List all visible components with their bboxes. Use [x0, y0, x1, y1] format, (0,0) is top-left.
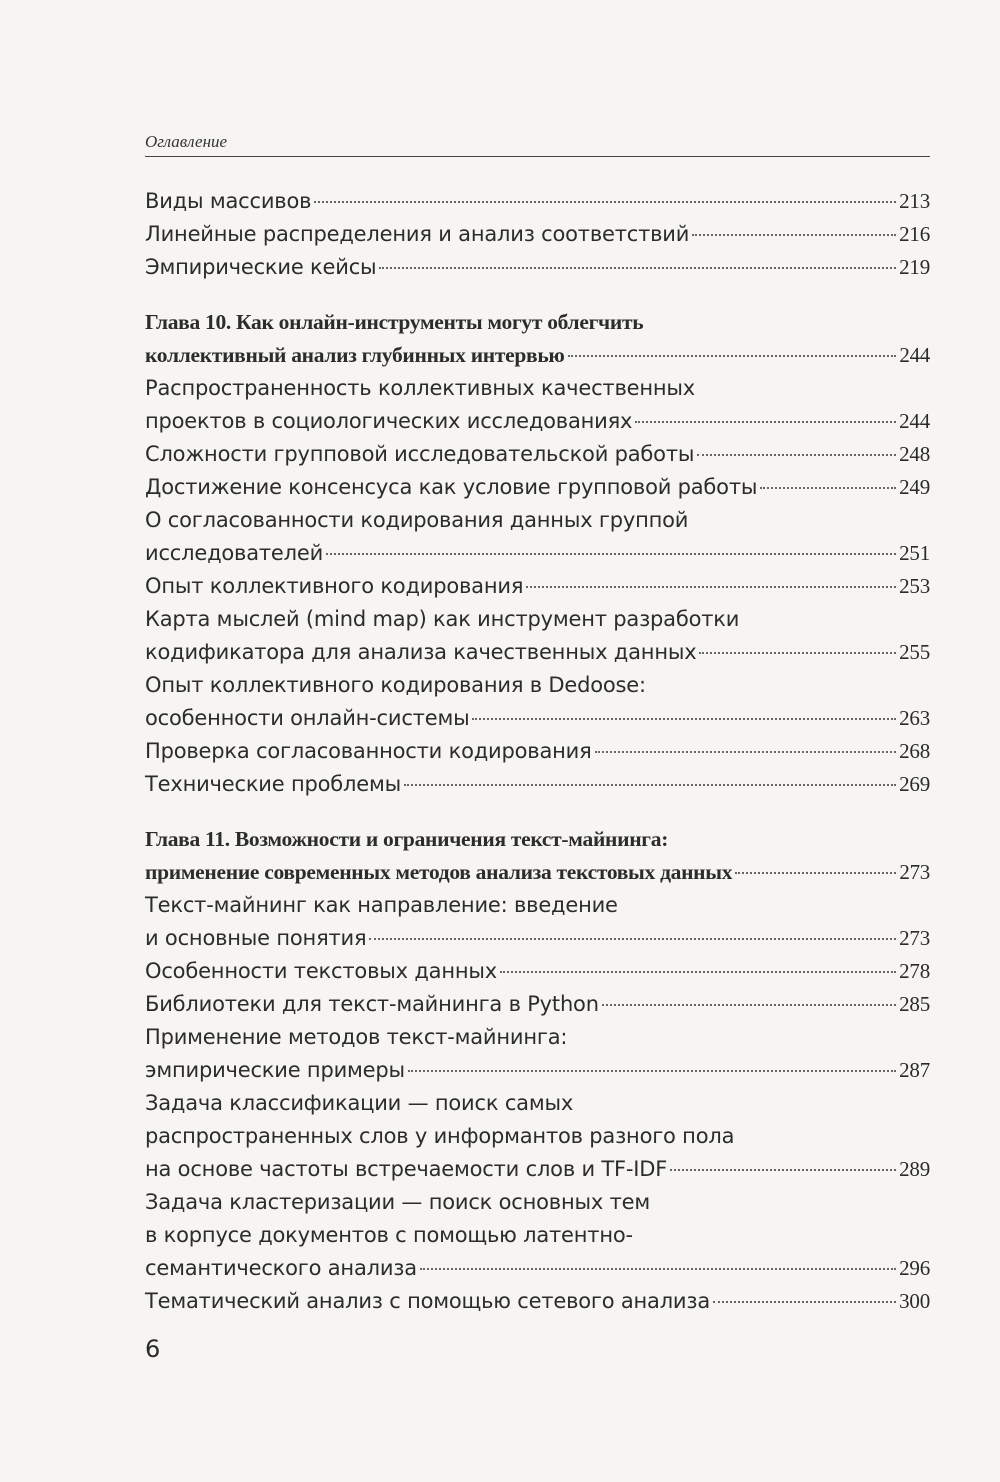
toc-page-number: 289 — [899, 1157, 930, 1181]
toc-entry-last-line — [145, 438, 930, 471]
dot-leader — [635, 421, 896, 423]
toc-entry-text: на основе частоты встречаемости слов и TF-IDF — [145, 1157, 668, 1181]
toc-entry — [145, 768, 930, 801]
dot-leader — [568, 355, 897, 357]
toc-entry-last-line — [145, 471, 930, 504]
toc-entry-text: Применение методов текст-майнинга: — [145, 1025, 568, 1049]
toc-page-number: 296 — [899, 1256, 930, 1280]
dot-leader — [713, 1301, 896, 1303]
toc-entry-text: Достижение консенсуса как условие групповой работы — [145, 475, 758, 499]
toc-entry — [145, 669, 930, 735]
toc-entry-text: Задача кластеризации — поиск основных тем — [145, 1190, 650, 1214]
dot-leader — [760, 487, 896, 489]
toc-entry — [145, 1087, 930, 1186]
toc-entry-text: Карта мыслей (mind map) как инструмент разработки — [145, 607, 740, 631]
dot-leader — [595, 751, 897, 753]
toc-entry-last-line — [145, 735, 930, 768]
toc-entry-text: Опыт коллективного кодирования в Dedoose: — [145, 673, 646, 697]
toc-entry-last-line — [145, 1153, 930, 1186]
dot-leader — [404, 784, 896, 786]
toc-entry — [145, 603, 930, 669]
toc-entry-last-line — [145, 636, 930, 669]
toc-page-number: 244 — [899, 409, 930, 433]
toc-entry-text: Опыт коллективного кодирования — [145, 574, 524, 598]
toc-entry-text: Глава 10. Как онлайн-инструменты могут облегчить — [145, 310, 644, 334]
dot-leader — [314, 201, 896, 203]
toc-entry-text: особенности онлайн-системы — [145, 706, 470, 730]
toc-entry-last-line — [145, 570, 930, 603]
toc-entry-text: и основные понятия — [145, 926, 367, 950]
toc-entry-text: Виды массивов — [145, 189, 312, 213]
toc-entry — [145, 185, 930, 218]
toc-entry-last-line — [145, 405, 930, 438]
toc-entry-last-line — [145, 218, 930, 251]
toc-entry-last-line — [145, 251, 930, 284]
toc-entry-last-line — [145, 185, 930, 218]
toc-page-number: 263 — [899, 706, 930, 730]
toc-page-number: 253 — [899, 574, 930, 598]
toc-entry-text: Технические проблемы — [145, 772, 401, 796]
toc-entry-text: проектов в социологических исследованиях — [145, 409, 633, 433]
toc-page-number: 216 — [899, 222, 930, 246]
running-head: Оглавление — [145, 130, 930, 157]
dot-leader — [500, 971, 896, 973]
dot-leader — [369, 938, 896, 940]
toc-entry-last-line — [145, 988, 930, 1021]
toc-entry — [145, 955, 930, 988]
toc-entry-text: семантического анализа — [145, 1256, 417, 1280]
toc-entry-text: эмпирические примеры — [145, 1058, 405, 1082]
toc-chapter-entry — [145, 823, 930, 889]
toc-entry — [145, 570, 930, 603]
toc-entry-text: Распространенность коллективных качественных — [145, 376, 696, 400]
toc-entry — [145, 438, 930, 471]
toc-page-number: 268 — [899, 739, 930, 763]
toc-entry — [145, 372, 930, 438]
toc-page-number: 287 — [899, 1058, 930, 1082]
toc-chapter-entry — [145, 306, 930, 372]
toc-page-number: 269 — [899, 772, 930, 796]
dot-leader — [735, 872, 896, 874]
dot-leader — [692, 234, 896, 236]
dot-leader — [472, 718, 896, 720]
toc-section — [145, 823, 930, 1318]
toc-entry — [145, 251, 930, 284]
toc-entry-text: Эмпирические кейсы — [145, 255, 377, 279]
toc-page-number: 251 — [899, 541, 930, 565]
toc-entry-last-line — [145, 955, 930, 988]
toc-entry-text: Глава 11. Возможности и ограничения текст-майнинга: — [145, 827, 669, 851]
toc-page-number: 278 — [899, 959, 930, 983]
toc-page-number: 285 — [899, 992, 930, 1016]
dot-leader — [379, 267, 896, 269]
toc-entry-text: распространенных слов у информантов разного пола — [145, 1124, 735, 1148]
toc-entry-text: Библиотеки для текст-майнинга в Python — [145, 992, 599, 1016]
toc-entry — [145, 471, 930, 504]
toc-entry-text: коллективный анализ глубинных интервью — [145, 343, 565, 367]
toc-page-number: 248 — [899, 442, 930, 466]
toc-entry-text: Линейные распределения и анализ соответствий — [145, 222, 690, 246]
toc-entry — [145, 218, 930, 251]
toc-entry — [145, 1186, 930, 1285]
table-of-contents — [145, 185, 930, 1340]
toc-entry-last-line — [145, 537, 930, 570]
toc-entry-text: кодификатора для анализа качественных данных — [145, 640, 697, 664]
toc-page-number: 244 — [899, 343, 930, 367]
toc-section — [145, 185, 930, 284]
dot-leader — [697, 454, 896, 456]
toc-entry-last-line — [145, 339, 930, 372]
toc-page-number: 300 — [899, 1289, 930, 1313]
toc-section — [145, 306, 930, 801]
dot-leader — [420, 1268, 896, 1270]
toc-entry-text: Текст-майнинг как направление: введение — [145, 893, 618, 917]
toc-entry-text: применение современных методов анализа текстовых данных — [145, 860, 733, 884]
page-number: 6 — [145, 1335, 161, 1363]
toc-page-number: 213 — [899, 189, 930, 213]
toc-entry-text: Проверка согласованности кодирования — [145, 739, 592, 763]
toc-entry-text: исследователей — [145, 541, 324, 565]
toc-page-number: 273 — [899, 860, 930, 884]
toc-entry-last-line — [145, 1252, 930, 1285]
toc-entry-last-line — [145, 1285, 930, 1318]
toc-page-number: 255 — [899, 640, 930, 664]
dot-leader — [699, 652, 896, 654]
toc-entry-last-line — [145, 922, 930, 955]
toc-entry-last-line — [145, 856, 930, 889]
toc-entry — [145, 988, 930, 1021]
toc-entry — [145, 889, 930, 955]
dot-leader — [408, 1070, 896, 1072]
toc-entry-last-line — [145, 1054, 930, 1087]
toc-entry-text: Тематический анализ с помощью сетевого анализа — [145, 1289, 711, 1313]
toc-entry — [145, 504, 930, 570]
toc-entry-text: Сложности групповой исследовательской работы — [145, 442, 695, 466]
toc-page-number: 273 — [899, 926, 930, 950]
toc-page-number: 219 — [899, 255, 930, 279]
toc-entry-text: О согласованности кодирования данных группой — [145, 508, 689, 532]
dot-leader — [326, 553, 896, 555]
toc-entry — [145, 735, 930, 768]
dot-leader — [602, 1004, 896, 1006]
toc-entry-last-line — [145, 768, 930, 801]
toc-entry-last-line — [145, 702, 930, 735]
toc-entry-text: Особенности текстовых данных — [145, 959, 497, 983]
dot-leader — [526, 586, 896, 588]
toc-page-number: 249 — [899, 475, 930, 499]
toc-entry — [145, 1021, 930, 1087]
toc-entry-text: Задача классификации — поиск самых — [145, 1091, 574, 1115]
dot-leader — [670, 1169, 896, 1171]
toc-entry — [145, 1285, 930, 1318]
toc-entry-text: в корпусе документов с помощью латентно- — [145, 1223, 633, 1247]
